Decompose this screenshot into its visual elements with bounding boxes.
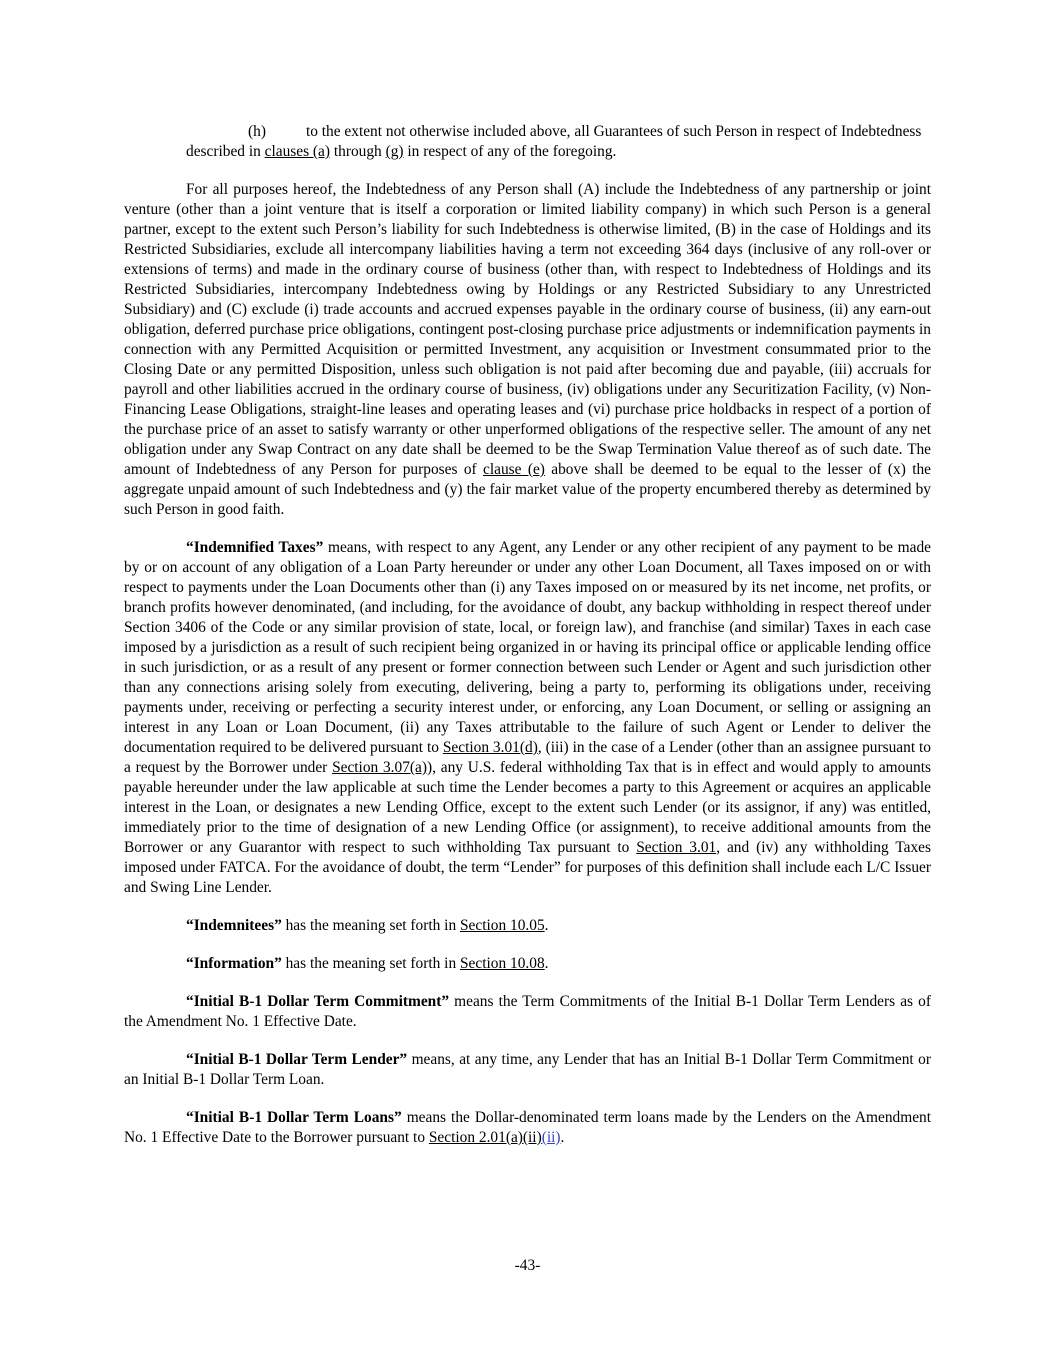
text-run: means, at any time, any Lender that has an Initial B-1 Dollar Term Commitment or an Initial B-1 Dollar Term Loan. [124, 1051, 931, 1088]
defined-term: “Initial B-1 Dollar Term Commitment” [186, 993, 450, 1010]
text-run: . [544, 917, 549, 934]
section-reference: Section 3.01 [636, 839, 717, 856]
text-run: through [330, 143, 386, 160]
cross-reference-link[interactable]: (ii) [541, 1129, 561, 1146]
section-reference: Section 3.07(a) [332, 759, 428, 776]
definition-indemnified-taxes [124, 538, 931, 898]
text-run: (h) [248, 123, 266, 140]
text-run: in respect of any of the foregoing. [403, 143, 617, 160]
text-run: . [544, 955, 549, 972]
section-reference: clauses (a) [264, 143, 331, 160]
indebtedness-purposes-paragraph [124, 180, 931, 520]
definition-initial-b1-dollar-term-lender [124, 1050, 931, 1090]
clause-h-paragraph [186, 122, 931, 162]
defined-term: “Initial B-1 Dollar Term Loans” [186, 1109, 402, 1126]
text-run: For all purposes hereof, the Indebtedness of any Person shall (A) include the Indebtedness of any partnership or joint venture (other than a joint venture that is itself a corporation or limited liability company) in which such Person is a general partner, except to the extent such Person’s liability for such Indebtedness is otherwise limited, (B) in the case of Holdings and its Restricted Subsidiaries, exclude all intercompany liabilities having a term not exceeding 364 days (inclusive of any roll-over or extensions of terms) and made in the ordinary course of business (other than, with respect to Indebtedness of Holdings and its Restricted Subsidiaries, intercompany Indebtedness owing by Holdings or any Restricted Subsidiary to any Unrestricted Subsidiary) and (C) exclude (i) trade accounts and accrued expenses payable in the ordinary course of business, (ii) any earn-out obligation, deferred purchase price obligations, contingent post-closing purchase price adjustments or indemnification payments in connection with any Permitted Acquisition or permitted Investment, any acquisition or Investment consummated prior to the Closing Date or any permitted Disposition, unless such obligation is not paid after becoming due and payable, (iii) accruals for payroll and other liabilities accrued in the ordinary course of business, (iv) obligations under any Securitization Facility, (v) Non-Financing Lease Obligations, straight-line leases and operating leases and (vi) purchase price holdbacks in respect of a portion of the purchase price of an asset to satisfy warranty or other unperformed obligations of the respective seller. The amount of any net obligation under any Swap Contract on any date shall be deemed to be the Swap Termination Value thereof as of such date. The amount of Indebtedness of any Person for purposes of [124, 181, 931, 478]
text-run: , and (iv) any withholding Taxes imposed under FATCA. For the avoidance of doubt, the term “Lender” for purposes of this definition shall include each L/C Issuer and Swing Line Lender. [124, 839, 931, 896]
text-run: ), any U.S. federal withholding Tax that is in effect and would apply to amounts payable hereunder under the law applicable at such time the Lender becomes a party to this Agreement or acquires an applicable interest in the Loan, or designates a new Lending Office, except to the extent such Lender (or its assignor, if any) was entitled, immediately prior to the time of designation of a new Lending Office (or assignment), to receive additional amounts from the Borrower or any Guarantor with respect to such withholding Tax pursuant to [124, 759, 932, 856]
text-run: has the meaning set forth in [281, 955, 460, 972]
definition-initial-b1-dollar-term-loans [124, 1108, 931, 1148]
section-reference: Section 10.08 [460, 955, 545, 972]
defined-term: “Initial B-1 Dollar Term Lender” [186, 1051, 408, 1068]
definition-information [124, 954, 931, 974]
text-run: to the extent not otherwise included above, all Guarantees of such Person in respect of Indebtedness described in [186, 123, 922, 160]
document-body [124, 122, 931, 1166]
defined-term: “Information” [186, 955, 282, 972]
section-reference: Section 2.01(a)(ii) [428, 1129, 542, 1146]
defined-term: “Indemnitees” [186, 917, 282, 934]
text-run: means the Dollar-denominated term loans made by the Lenders on the Amendment No. 1 Effective Date to the Borrower pursuant to [124, 1109, 931, 1146]
page-number: -43- [514, 1257, 541, 1274]
text-run: , (iii) in the case of a Lender (other than an assignee pursuant to a request by the Borrower under [124, 739, 931, 776]
section-reference: (g) [385, 143, 404, 160]
section-reference: Section 3.01(d) [442, 739, 538, 756]
text-run: . [560, 1129, 565, 1146]
text-run: has the meaning set forth in [281, 917, 460, 934]
text-run: means the Term Commitments of the Initial B-1 Dollar Term Lenders as of the Amendment No. 1 Effective Date. [124, 993, 931, 1030]
definition-indemnitees [124, 916, 931, 936]
section-reference: Section 10.05 [460, 917, 545, 934]
definition-initial-b1-dollar-term-commitment [124, 992, 931, 1032]
section-reference: clause (e) [483, 461, 545, 478]
text-run: means, with respect to any Agent, any Lender or any other recipient of any payment to be made by or on account of any obligation of a Loan Party hereunder or under any other Loan Document, all Taxes imposed on or with respect to payments under the Loan Documents other than (i) any Taxes imposed on or measured by its net income, net profits, or branch profits however denominated, (and including, for the avoidance of doubt, any backup withholding in respect thereof under Section 3406 of the Code or any similar provision of state, local, or foreign law), and franchise (and similar) Taxes in each case imposed by a jurisdiction as a result of such recipient being organized in or having its principal office or applicable lending office in such jurisdiction, or as a result of any present or former connection between such Lender or Agent and such jurisdiction other than any connections arising solely from executing, delivering, being a party to, performing its obligations under, receiving payments under, receiving or perfecting a security interest under, or enforcing, any Loan Document, or selling or assigning an interest in any Loan or Loan Document, (ii) any Taxes attributable to the failure of such Agent or Lender to deliver the documentation required to be delivered pursuant to [124, 539, 931, 756]
text-run: above shall be deemed to be equal to the lesser of (x) the aggregate unpaid amount of such Indebtedness and (y) the fair market value of the property encumbered thereby as determined by such Person in good faith. [124, 461, 931, 518]
defined-term: “Indemnified Taxes” [186, 539, 324, 556]
